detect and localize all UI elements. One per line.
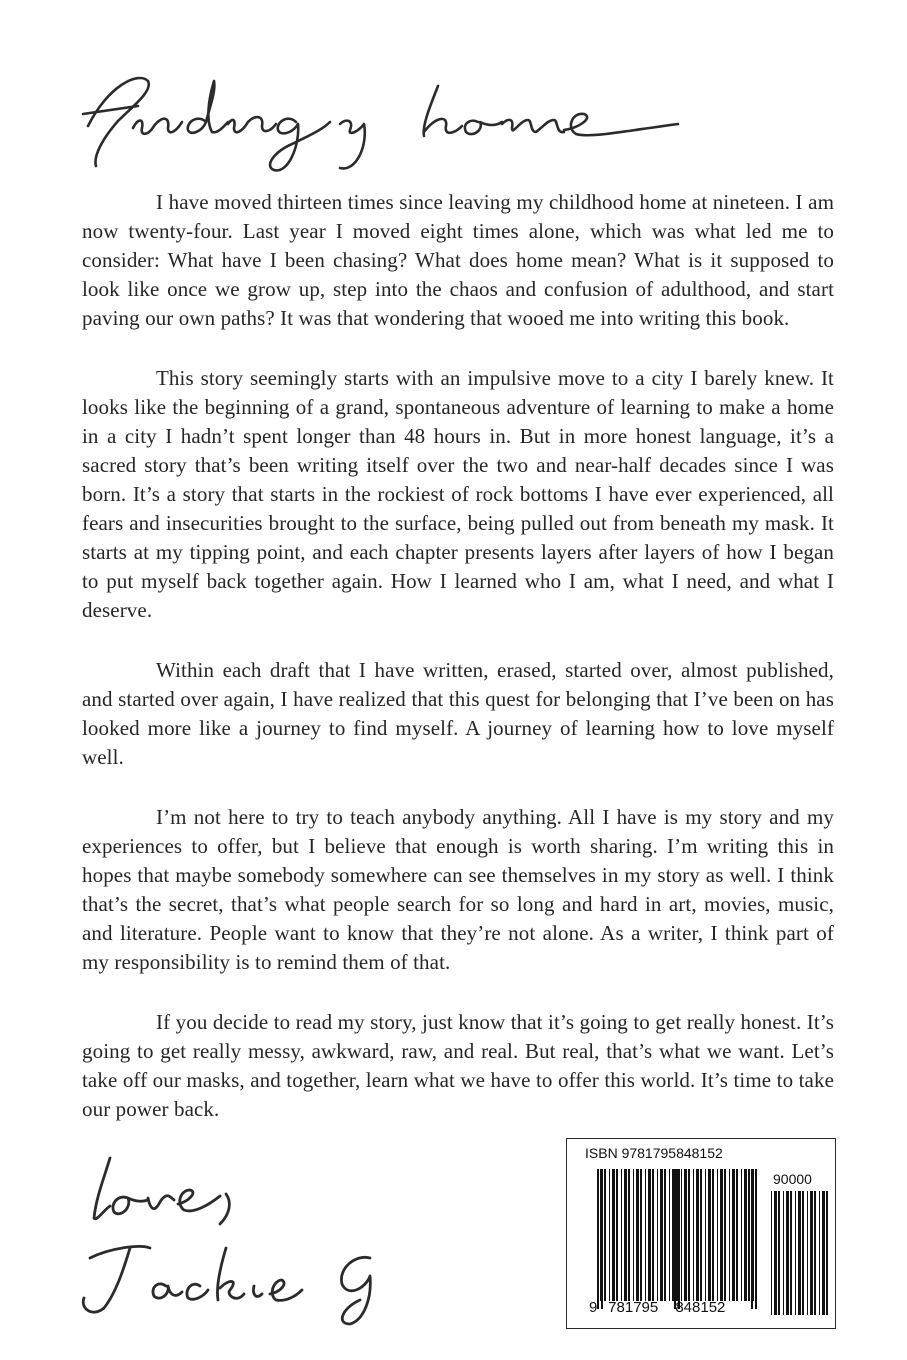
barcode-bar	[798, 1191, 801, 1315]
barcode-bar	[681, 1169, 682, 1301]
barcode-bar	[648, 1169, 651, 1301]
barcode-bar	[790, 1191, 792, 1315]
barcode-bar	[705, 1169, 706, 1301]
barcode-bar	[774, 1191, 777, 1315]
body-text	[82, 188, 834, 1155]
barcode-bar	[720, 1169, 723, 1301]
barcode-bar	[636, 1169, 639, 1301]
barcode-bar	[645, 1169, 646, 1301]
barcode-bar	[616, 1169, 618, 1301]
paragraph-1: I have moved thirteen times since leaving my childhood home at nineteen. I am now twenty-four. Last year I moved eight times alone, which was what led me to consider: What have I been chasing? What does home mean? What is it supposed to look like once we grow up, step into the chaos and confusion of adulthood, and start paving our own paths? It was that wondering that wooed me into writing this book.	[82, 190, 834, 330]
barcode-bar	[652, 1169, 654, 1301]
barcode-bar	[684, 1169, 687, 1301]
barcode-guard-bar	[597, 1169, 599, 1309]
barcode-bar	[696, 1169, 699, 1301]
isbn-label: ISBN 9781795848152	[585, 1145, 723, 1161]
barcode-guard-bar	[755, 1169, 757, 1309]
barcode-bar	[664, 1169, 666, 1301]
barcode-bar	[688, 1169, 690, 1301]
price-code: 90000	[773, 1171, 812, 1187]
barcode-bar	[628, 1169, 630, 1301]
barcode-bar	[795, 1191, 796, 1315]
barcode-bar	[810, 1191, 813, 1315]
barcode-bar	[732, 1169, 735, 1301]
barcode-bar	[741, 1169, 742, 1301]
barcode-bar	[814, 1191, 816, 1315]
barcode-bar	[744, 1169, 747, 1301]
signature	[70, 1148, 420, 1328]
barcode-bar	[621, 1169, 622, 1301]
barcode-bar	[657, 1169, 658, 1301]
barcode-guard-bar	[601, 1169, 603, 1309]
barcode-bar	[624, 1169, 627, 1301]
isbn-digit-group-1: 781795	[608, 1299, 659, 1316]
barcode-bar	[612, 1169, 615, 1301]
barcode-bar	[771, 1191, 772, 1315]
isbn-digit-group-2: 848152	[675, 1299, 726, 1316]
barcode-bar	[640, 1169, 642, 1301]
barcode-bar	[826, 1191, 828, 1315]
barcode-bar	[822, 1191, 825, 1315]
barcode-bar	[700, 1169, 702, 1301]
barcode-bar	[748, 1169, 750, 1301]
barcode-bar	[693, 1169, 694, 1301]
barcode-bar	[778, 1191, 780, 1315]
barcode-bar	[724, 1169, 726, 1301]
barcode-guard-bar	[674, 1169, 676, 1309]
barcode-bar	[802, 1191, 804, 1315]
barcode-bar	[609, 1169, 610, 1301]
barcode-bar	[660, 1169, 663, 1301]
barcode-bar	[736, 1169, 738, 1301]
barcode-guard-bar	[751, 1169, 753, 1309]
isbn-digits	[589, 1299, 741, 1316]
paragraph-5: If you decide to read my story, just know that it’s going to get really honest. It’s going to get really messy, awkward, raw, and real. But real, that’s what we want. Let’s take off our masks, and together, learn what we have to offer this world. It’s time to take our power back.	[82, 1010, 834, 1121]
barcode-bar	[633, 1169, 634, 1301]
isbn-digit-lead: 9	[589, 1299, 598, 1316]
barcode-bar	[708, 1169, 711, 1301]
barcode-bar	[729, 1169, 730, 1301]
isbn-barcode	[566, 1138, 836, 1329]
barcode-bar	[717, 1169, 718, 1301]
barcode-bar	[753, 1169, 754, 1301]
paragraph-3: Within each draft that I have written, erased, started over, almost published, and started over again, I have realized that this quest for belonging that I’ve been on has looked more like a journey to find myself. A journey of learning how to love myself well.	[82, 658, 834, 769]
barcode-guard-bar	[678, 1169, 680, 1309]
finding-home-handwriting	[78, 66, 718, 176]
barcode-bar	[786, 1191, 789, 1315]
barcode-bar	[807, 1191, 808, 1315]
paragraph-2: This story seemingly starts with an impulsive move to a city I barely knew. It looks like the beginning of a grand, spontaneous adventure of learning to make a home in a city I hadn’t spent longer than 48 hours in. But in more honest language, it’s a sacred story that’s been writing itself over the two and near-half decades since I was born. It’s a story that starts in the rockiest of rock bottoms I have ever experienced, all fears and insecurities brought to the surface, being pulled out from beneath my mask. It starts at my tipping point, and each chapter presents layers after layers of how I began to put myself back together again. How I learned who I am, what I need, and what I deserve.	[82, 366, 834, 622]
barcode-bar	[783, 1191, 784, 1315]
barcode-bar	[676, 1169, 678, 1301]
barcode-bar	[604, 1169, 606, 1301]
paragraph-4: I’m not here to try to teach anybody anything. All I have is my story and my experiences to offer, but I believe that enough is worth sharing. I’m writing this in hopes that maybe somebody somewhere can see themselves in my story as well. I think that’s the secret, that’s what people search for so long and hard in art, movies, music, and literature. People want to know that they’re not alone. As a writer, I think part of my responsibility is to remind them of that.	[82, 805, 834, 974]
title-script	[78, 66, 718, 176]
barcode-bar	[669, 1169, 670, 1301]
signature-handwriting	[70, 1148, 420, 1328]
barcode-bar	[712, 1169, 714, 1301]
barcode-bar	[819, 1191, 820, 1315]
